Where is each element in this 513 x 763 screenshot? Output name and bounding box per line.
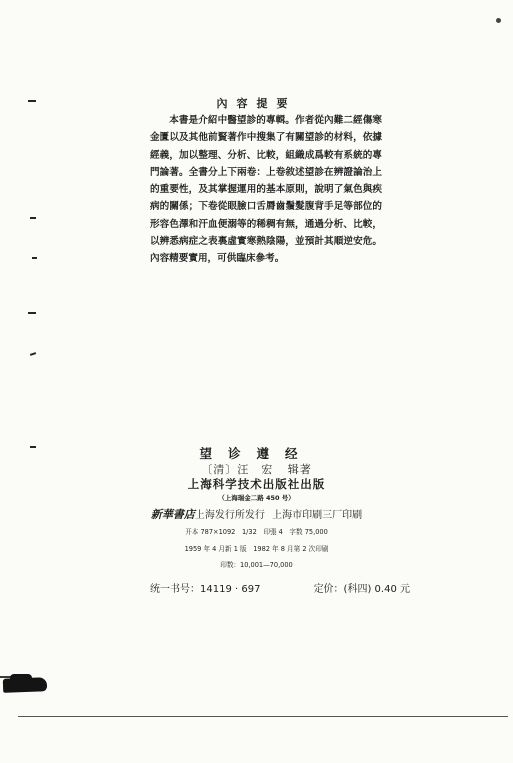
- page-edge-line: [18, 716, 508, 717]
- summary-body: 本書是介紹中醫望診的專輯。作者從內難二經傷寒金匱以及其他前賢著作中搜集了有關望診的材料，依據經義，加以整理、分析、比較，組織成爲較有系統的專門論著。全書分上下兩卷：上卷敘述望診在辨證論治上的重要性，及其掌握運用的基本原則，說明了氣色與疾病的關係；下卷從眼臉口舌脣齒鬚髮腹背手足等部位的形容色澤和汗血便溺等的稀稠有無，通過分析、比較，以辨悉病症之表裏虛實寒熱陰陽，並預計其順逆安危。內容精要實用，可供臨床參考。: [150, 115, 382, 265]
- printer: 上海市印刷三厂印刷: [272, 510, 363, 521]
- edition-spec: 1959 年 4 月新 1 版 1982 年 8 月第 2 次印刷: [184, 545, 329, 553]
- book-author: 〔清〕汪 宏 辑著: [201, 463, 312, 476]
- book-number-line: [150, 580, 410, 595]
- book-number: 统一书号：14119 · 697: [150, 584, 261, 595]
- distributor: 上海发行所发行: [194, 510, 265, 521]
- book-title: 望诊遵经: [199, 446, 314, 461]
- distribution-line: [0, 506, 513, 522]
- scan-mark: [30, 352, 36, 356]
- book-publisher: 上海科学技术出版社出版: [187, 477, 326, 491]
- scan-mark: [496, 18, 501, 23]
- scan-mark: [30, 217, 36, 219]
- publisher-address: （上海瑞金二路 450 号）: [218, 494, 295, 502]
- scan-mark: [28, 312, 36, 314]
- print-run: 印数：10,001—70,000: [220, 561, 293, 569]
- scan-mark: [32, 257, 37, 259]
- ink-blot: [10, 674, 32, 682]
- distributor-logo: 新華書店: [150, 508, 195, 521]
- format-spec: 开本 787×1092 1/32 印張 4 字数 75,000: [185, 528, 328, 536]
- price: 定价：(科四) 0.40 元: [313, 584, 410, 595]
- summary-title: 內容提要: [216, 97, 297, 110]
